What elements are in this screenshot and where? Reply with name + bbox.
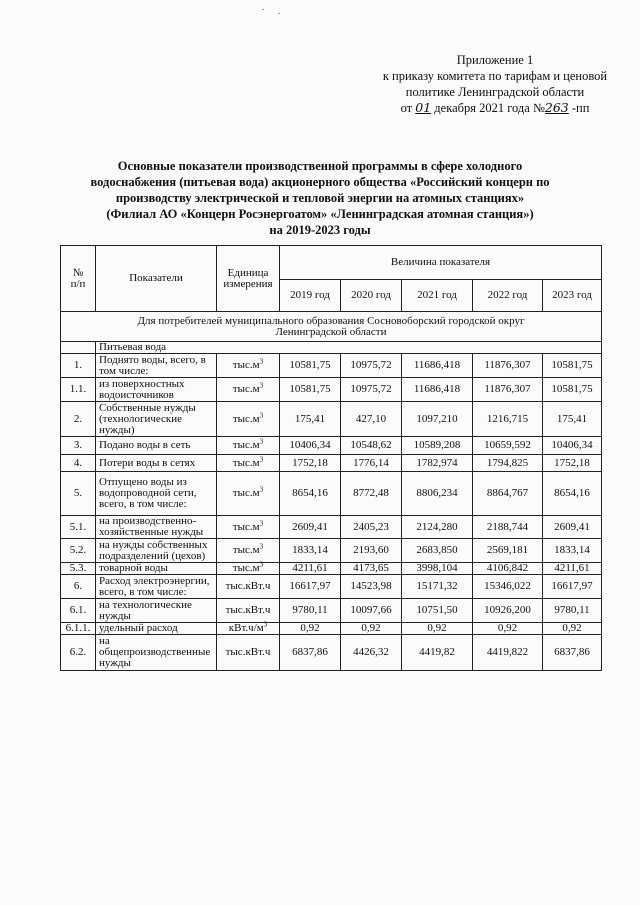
row-indicator: из поверхностных водоисточников	[96, 378, 217, 402]
row-value: 8864,767	[473, 472, 543, 516]
row-value: 9780,11	[280, 599, 341, 623]
row-number: 5.1.	[61, 516, 96, 539]
row-value: 10975,72	[341, 354, 402, 378]
header-year: 2023 год	[543, 280, 602, 312]
appendix-block	[360, 52, 630, 116]
table-row	[61, 539, 602, 563]
header-year: 2021 год	[402, 280, 473, 312]
row-value: 11686,418	[402, 354, 473, 378]
row-unit: тыс.кВт.ч	[217, 635, 280, 671]
row-value: 6837,86	[280, 635, 341, 671]
row-number: 6.2.	[61, 635, 96, 671]
table-row	[61, 516, 602, 539]
row-value: 175,41	[543, 402, 602, 437]
title-line: производству электрической и тепловой энергии на атомных станциях»	[115, 191, 525, 205]
row-value: 4211,61	[543, 563, 602, 575]
row-unit: тыс.кВт.ч	[217, 575, 280, 599]
table-row	[61, 402, 602, 437]
appendix-date	[360, 100, 630, 116]
date-prefix: от	[400, 101, 413, 115]
row-value: 8654,16	[543, 472, 602, 516]
row-value: 10589,208	[402, 437, 473, 455]
row-value: 3998,104	[402, 563, 473, 575]
table-row	[61, 437, 602, 455]
row-value: 0,92	[402, 623, 473, 635]
scan-speck	[262, 9, 264, 10]
row-number: 5.3.	[61, 563, 96, 575]
row-value: 1752,18	[280, 455, 341, 472]
table-row	[61, 354, 602, 378]
appendix-order-ref: к приказу комитета по тарифам и ценовой	[382, 69, 608, 83]
row-value: 0,92	[543, 623, 602, 635]
row-number: 1.	[61, 354, 96, 378]
title-line: (Филиал АО «Концерн Росэнергоатом» «Ленинградская атомная станция»)	[106, 207, 534, 221]
row-value: 10581,75	[543, 354, 602, 378]
table-row	[61, 623, 602, 635]
row-number: 5.2.	[61, 539, 96, 563]
row-value: 1752,18	[543, 455, 602, 472]
date-middle: декабря 2021 года №	[434, 101, 545, 115]
row-value: 10659,592	[473, 437, 543, 455]
row-value: 10097,66	[341, 599, 402, 623]
row-value: 1794,825	[473, 455, 543, 472]
row-value: 11686,418	[402, 378, 473, 402]
row-indicator: Поднято воды, всего, в том числе:	[96, 354, 217, 378]
row-value: 427,10	[341, 402, 402, 437]
row-indicator: на общепроизводственные нужды	[96, 635, 217, 671]
row-value: 11876,307	[473, 378, 543, 402]
date-day: 01	[415, 100, 432, 115]
row-value: 15346,022	[473, 575, 543, 599]
table-row	[61, 472, 602, 516]
row-value: 2569,181	[473, 539, 543, 563]
row-unit: $тыс.м^3$	[217, 539, 280, 563]
row-value: 8772,48	[341, 472, 402, 516]
header-number: № п/п	[61, 246, 96, 312]
row-value: 2609,41	[280, 516, 341, 539]
row-value: 2609,41	[543, 516, 602, 539]
row-value: 0,92	[341, 623, 402, 635]
row-number: 2.	[61, 402, 96, 437]
row-unit: $тыс.м^3$	[217, 354, 280, 378]
document-title	[70, 158, 570, 238]
row-value: 1833,14	[543, 539, 602, 563]
row-value: 4426,32	[341, 635, 402, 671]
table-row	[61, 378, 602, 402]
row-unit: $тыс.м^3$	[217, 402, 280, 437]
title-line: водоснабжения (питьевая вода) акционерного общества «Российский концерн по	[90, 175, 550, 189]
title-line: на 2019-2023 годы	[269, 223, 371, 237]
row-indicator: Подано воды в сеть	[96, 437, 217, 455]
row-unit: $тыс.м^3$	[217, 437, 280, 455]
row-number: 3.	[61, 437, 96, 455]
header-unit: Единица измерения	[217, 246, 280, 312]
row-number: 6.	[61, 575, 96, 599]
row-unit: $тыс.м^3$	[217, 472, 280, 516]
row-value: 2405,23	[341, 516, 402, 539]
row-number: 5.	[61, 472, 96, 516]
row-value: 8806,234	[402, 472, 473, 516]
row-indicator: на производственно- хозяйственные нужды	[96, 516, 217, 539]
table-row	[61, 563, 602, 575]
row-value: 0,92	[473, 623, 543, 635]
subsection-spacer	[61, 342, 96, 354]
row-indicator: на технологические нужды	[96, 599, 217, 623]
row-indicator: товарной воды	[96, 563, 217, 575]
header-year: 2022 год	[473, 280, 543, 312]
table-row	[61, 599, 602, 623]
row-value: 15171,32	[402, 575, 473, 599]
row-value: 16617,97	[280, 575, 341, 599]
row-unit: тыс.кВт.ч	[217, 599, 280, 623]
indicators-table	[60, 245, 602, 671]
subsection-label: Питьевая вода	[96, 342, 602, 354]
row-value: 2124,280	[402, 516, 473, 539]
row-value: 1097,210	[402, 402, 473, 437]
table-body	[61, 354, 602, 671]
scan-speck	[278, 13, 280, 14]
row-unit: $тыс.м^3$	[217, 455, 280, 472]
row-indicator: на нужды собственных подразделений (цехов)	[96, 539, 217, 563]
row-value: 1833,14	[280, 539, 341, 563]
row-value: 10548,62	[341, 437, 402, 455]
row-value: 4173,65	[341, 563, 402, 575]
appendix-title: Приложение 1	[456, 53, 534, 67]
row-value: 9780,11	[543, 599, 602, 623]
date-suffix: -пп	[571, 101, 590, 115]
row-indicator: Расход электроэнергии, всего, в том числе:	[96, 575, 217, 599]
row-value: 10975,72	[341, 378, 402, 402]
row-value: 10581,75	[543, 378, 602, 402]
row-value: 10751,50	[402, 599, 473, 623]
row-number: 1.1.	[61, 378, 96, 402]
title-line: Основные показатели производственной программы в сфере холодного	[117, 159, 523, 173]
row-value: 1782,974	[402, 455, 473, 472]
order-number: 263	[544, 100, 569, 115]
table-row	[61, 635, 602, 671]
row-value: 10926,200	[473, 599, 543, 623]
row-value: 2193,60	[341, 539, 402, 563]
row-value: 0,92	[280, 623, 341, 635]
row-value: 4419,822	[473, 635, 543, 671]
row-value: 175,41	[280, 402, 341, 437]
header-indicator: Показатели	[96, 246, 217, 312]
row-unit: $тыс.м^3$	[217, 516, 280, 539]
header-year: 2019 год	[280, 280, 341, 312]
row-value: 16617,97	[543, 575, 602, 599]
row-value: 14523,98	[341, 575, 402, 599]
row-indicator: Собственные нужды (технологические нужды)	[96, 402, 217, 437]
appendix-committee: политике Ленинградской области	[405, 85, 585, 99]
row-value: 2683,850	[402, 539, 473, 563]
table-row	[61, 575, 602, 599]
row-indicator: Потери воды в сетях	[96, 455, 217, 472]
row-number: 6.1.	[61, 599, 96, 623]
row-value: 4419,82	[402, 635, 473, 671]
row-indicator: Отпущено воды из водопроводной сети, всего, в том числе:	[96, 472, 217, 516]
row-value: 1216,715	[473, 402, 543, 437]
row-value: 6837,86	[543, 635, 602, 671]
row-unit: $тыс.м^3$	[217, 563, 280, 575]
row-number: 4.	[61, 455, 96, 472]
row-value: 1776,14	[341, 455, 402, 472]
row-unit: $кВт.ч/м^3$	[217, 623, 280, 635]
header-value-group: Величина показателя	[280, 246, 602, 280]
row-value: 10406,34	[543, 437, 602, 455]
row-value: 8654,16	[280, 472, 341, 516]
row-value: 4106,842	[473, 563, 543, 575]
row-indicator: удельный расход	[96, 623, 217, 635]
row-value: 10406,34	[280, 437, 341, 455]
row-value: 11876,307	[473, 354, 543, 378]
row-value: 10581,75	[280, 354, 341, 378]
table-row	[61, 455, 602, 472]
row-unit: $тыс.м^3$	[217, 378, 280, 402]
row-value: 2188,744	[473, 516, 543, 539]
row-value: 10581,75	[280, 378, 341, 402]
header-year: 2020 год	[341, 280, 402, 312]
row-value: 4211,61	[280, 563, 341, 575]
row-number: 6.1.1.	[61, 623, 96, 635]
section-header: Для потребителей муниципального образования Сосновоборский городской округ Ленинградской области	[61, 312, 602, 342]
